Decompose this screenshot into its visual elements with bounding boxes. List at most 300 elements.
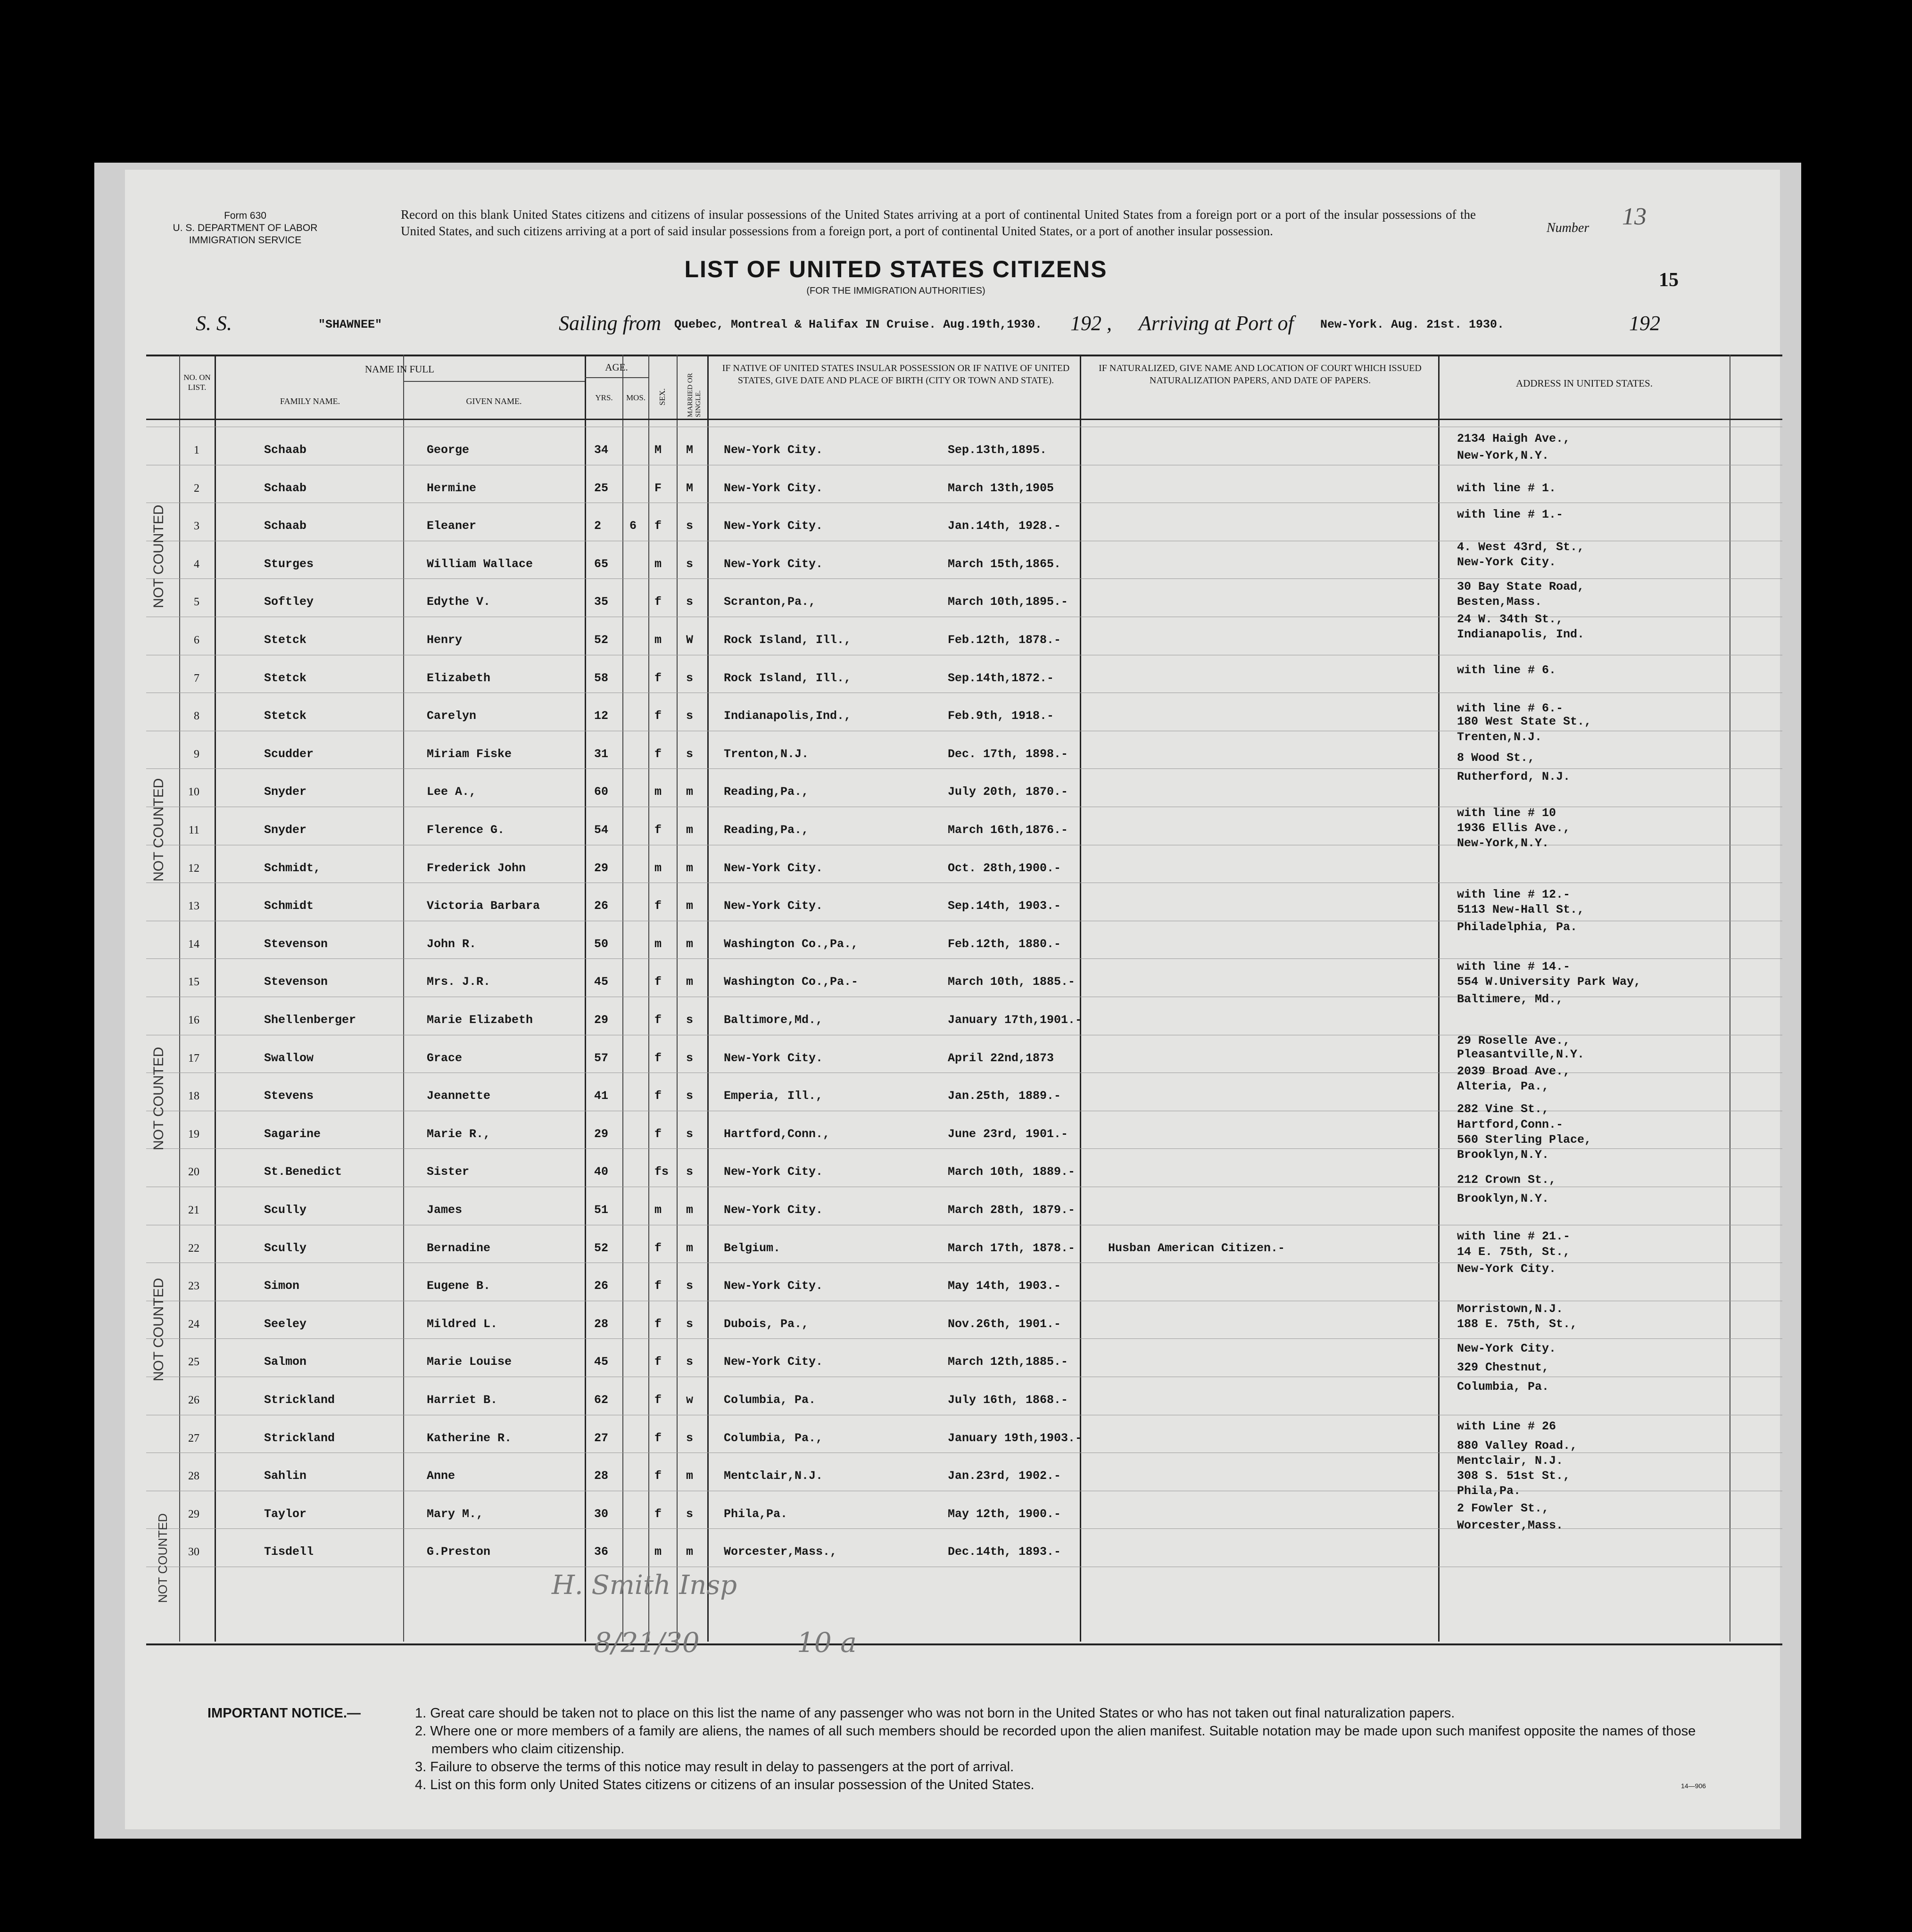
age-years: 65	[594, 557, 609, 571]
rule	[403, 355, 404, 1642]
age-years: 28	[594, 1469, 609, 1483]
family-name: Snyder	[264, 785, 307, 799]
given-name: Katherine R.	[427, 1431, 512, 1445]
rule	[707, 355, 709, 1642]
sex: f	[654, 975, 662, 989]
birth-place: Phila,Pa.	[724, 1507, 788, 1521]
sex: m	[654, 785, 662, 799]
sex: f	[654, 899, 662, 913]
age-years: 26	[594, 899, 609, 913]
given-name: Flerence G.	[427, 823, 505, 837]
given-name: G.Preston	[427, 1545, 491, 1559]
age-years: 51	[594, 1203, 609, 1217]
marital-status: s	[686, 671, 694, 685]
address-line: New-York City.	[1457, 1342, 1556, 1356]
age-years: 2	[594, 519, 602, 533]
birth-place: New-York City.	[724, 1355, 823, 1369]
row-number: 14	[188, 938, 199, 950]
given-name: Bernadine	[427, 1241, 491, 1255]
marital-status: s	[686, 557, 694, 571]
col-family-name: FAMILY NAME.	[280, 396, 340, 406]
birth-place: New-York City.	[724, 443, 823, 457]
age-years: 35	[594, 595, 609, 609]
address-line: Besten,Mass.	[1457, 595, 1542, 609]
given-name: Marie Louise	[427, 1355, 512, 1369]
address-line: 880 Valley Road.,	[1457, 1438, 1578, 1453]
birth-date: Jan.25th, 1889.-	[948, 1089, 1061, 1103]
row-number: 23	[188, 1280, 199, 1293]
row-number: 10	[188, 786, 199, 799]
rule	[585, 377, 648, 378]
address-line: with line # 6.	[1457, 663, 1556, 677]
sex: f	[654, 1355, 662, 1369]
address-line: Philadelphia, Pa.	[1457, 920, 1578, 934]
given-name: Eleaner	[427, 519, 477, 533]
col-name-in-full: NAME IN FULL	[365, 363, 434, 375]
birth-place: Rock Island, Ill.,	[724, 671, 852, 685]
form-code: 14—906	[1681, 1782, 1706, 1790]
given-name: Jeannette	[427, 1089, 491, 1103]
family-name: Stetck	[264, 633, 307, 647]
address-line: New-York,N.Y.	[1457, 836, 1549, 850]
family-name: Sturges	[264, 557, 314, 571]
given-name: Carelyn	[427, 709, 477, 723]
address-line: New-York City.	[1457, 555, 1556, 569]
family-name: Scully	[264, 1241, 307, 1255]
given-name: Mrs. J.R.	[427, 975, 491, 989]
sex: f	[654, 1279, 662, 1293]
rule	[585, 355, 586, 1642]
row-rule	[146, 1338, 1782, 1339]
address-line: with line # 21.-	[1457, 1230, 1571, 1244]
row-number: 11	[188, 824, 199, 836]
birth-place: New-York City.	[724, 861, 823, 875]
birth-place: Reading,Pa.,	[724, 785, 809, 799]
birth-date: Dec. 17th, 1898.-	[948, 747, 1068, 761]
sex: f	[654, 1013, 662, 1027]
year-suffix-2: 192	[1629, 312, 1660, 335]
age-years: 52	[594, 633, 609, 647]
sex: f	[654, 1127, 662, 1141]
row-number: 29	[188, 1508, 199, 1520]
given-name: Frederick John	[427, 861, 526, 875]
address-line: New-York City.	[1457, 1262, 1556, 1276]
sex: f	[654, 709, 662, 723]
address-line: 29 Roselle Ave.,	[1457, 1034, 1571, 1048]
family-name: Strickland	[264, 1393, 335, 1407]
number-label: Number	[1547, 221, 1589, 235]
page-number: 15	[1659, 269, 1679, 291]
birth-date: Sep.13th,1895.	[948, 443, 1047, 457]
notice-item: 2. Where one or more members of a family are aliens, the names of all such members should be recorded upon the alien manifest. Suitable notation may be made upon such manifest opposite the names of those members who claim citizenship.	[415, 1724, 1696, 1757]
birth-place: Mentclair,N.J.	[724, 1469, 823, 1483]
sex: m	[654, 861, 662, 875]
age-years: 45	[594, 1355, 609, 1369]
family-name: Taylor	[264, 1507, 307, 1521]
birth-date: March 10th, 1889.-	[948, 1165, 1076, 1179]
birth-place: Scranton,Pa.,	[724, 595, 816, 609]
address-line: 1936 Ellis Ave.,	[1457, 821, 1571, 835]
address-line: 2134 Haigh Ave.,	[1457, 431, 1571, 446]
age-years: 62	[594, 1393, 609, 1407]
given-name: Mildred L.	[427, 1317, 498, 1331]
birth-place: New-York City.	[724, 557, 823, 571]
given-name: Miriam Fiske	[427, 747, 512, 761]
birth-date: March 10th, 1885.-	[948, 975, 1076, 989]
address-line: with line # 12.-	[1457, 888, 1571, 902]
marital-status: s	[686, 1127, 694, 1141]
given-name: Sister	[427, 1165, 470, 1179]
row-number: 19	[188, 1128, 199, 1140]
col-birth: IF NATIVE OF UNITED STATES INSULAR POSSESSION OR IF NATIVE OF UNITED STATES, GIVE DATE AND PLACE OF BIRTH (CITY OR TOWN AND STATE).	[722, 363, 1070, 386]
birth-date: March 16th,1876.-	[948, 823, 1068, 837]
family-name: Scudder	[264, 747, 314, 761]
not-counted-stamp: NOT COUNTED	[151, 1047, 166, 1150]
birth-place: New-York City.	[724, 899, 823, 913]
birth-date: January 19th,1903.-	[948, 1431, 1083, 1445]
family-name: Snyder	[264, 823, 307, 837]
not-counted-stamp: NOT COUNTED	[151, 504, 166, 608]
page-subtitle: (FOR THE IMMIGRATION AUTHORITIES)	[806, 286, 985, 296]
given-name: Victoria Barbara	[427, 899, 540, 913]
marital-status: m	[686, 899, 694, 913]
age-years: 58	[594, 671, 609, 685]
row-number: 27	[188, 1432, 199, 1445]
marital-status: s	[686, 1279, 694, 1293]
address-line: Worcester,Mass.	[1457, 1518, 1564, 1532]
birth-place: Trenton,N.J.	[724, 747, 809, 761]
row-number: 17	[188, 1052, 199, 1065]
marital-status: s	[686, 1355, 694, 1369]
address-line: with line # 1.-	[1457, 508, 1564, 522]
sex: f	[654, 1469, 662, 1483]
marital-status: s	[686, 1507, 694, 1521]
age-years: 57	[594, 1051, 609, 1065]
family-name: Salmon	[264, 1355, 307, 1369]
number-value: 13	[1622, 203, 1647, 230]
family-name: Seeley	[264, 1317, 307, 1331]
row-number: 16	[188, 1014, 199, 1026]
row-number: 12	[188, 862, 199, 875]
given-name: Marie Elizabeth	[427, 1013, 533, 1027]
rule	[622, 355, 623, 1642]
address-line: with line # 14.-	[1457, 960, 1571, 974]
sex: f	[654, 747, 662, 761]
col-married-single: MARRIED OR SINGLE.	[687, 373, 702, 417]
address-line: 329 Chestnut,	[1457, 1361, 1549, 1375]
given-name: Edythe V.	[427, 595, 491, 609]
col-naturalized: IF NATURALIZED, GIVE NAME AND LOCATION OF COURT WHICH ISSUED NATURALIZATION PAPERS, AND DATE OF PAPERS.	[1099, 363, 1422, 386]
address-line: 180 West State St.,	[1457, 715, 1592, 729]
address-line: with line # 1.	[1457, 481, 1556, 495]
sex: m	[654, 1545, 662, 1559]
age-years: 29	[594, 1013, 609, 1027]
address-line: 30 Bay State Road,	[1457, 580, 1585, 594]
given-name: Elizabeth	[427, 671, 491, 685]
family-name: Softley	[264, 595, 314, 609]
notice-item: 1. Great care should be taken not to place on this list the name of any passenger who was not born in the United States or who has not taken out final naturalization papers.	[415, 1706, 1455, 1721]
address-line: Rutherford, N.J.	[1457, 770, 1571, 784]
col-mos: MOS.	[626, 393, 646, 402]
marital-status: W	[686, 633, 694, 647]
sex: f	[654, 823, 662, 837]
department: U. S. DEPARTMENT OF LABOR	[173, 223, 318, 233]
birth-date: Sep.14th,1872.-	[948, 671, 1054, 685]
family-name: Stevenson	[264, 975, 328, 989]
row-number: 7	[194, 672, 199, 685]
birth-place: Rock Island, Ill.,	[724, 633, 852, 647]
age-years: 31	[594, 747, 609, 761]
address-line: 8 Wood St.,	[1457, 751, 1535, 765]
arriving-at: New-York. Aug. 21st. 1930.	[1320, 318, 1505, 331]
row-number: 21	[188, 1204, 199, 1216]
address-line: 5113 New-Hall St.,	[1457, 903, 1585, 917]
birth-date: Feb.12th, 1880.-	[948, 937, 1061, 951]
age-years: 28	[594, 1317, 609, 1331]
birth-date: May 14th, 1903.-	[948, 1279, 1061, 1293]
given-name: William Wallace	[427, 557, 533, 571]
naturalization: Husban American Citizen.-	[1108, 1241, 1285, 1255]
birth-place: Columbia, Pa.,	[724, 1431, 823, 1445]
sex: m	[654, 557, 662, 571]
family-name: Schmidt,	[264, 861, 321, 875]
given-name: Henry	[427, 633, 463, 647]
age-years: 40	[594, 1165, 609, 1179]
row-number: 8	[194, 710, 199, 723]
given-name: Harriet B.	[427, 1393, 498, 1407]
marital-status: m	[686, 823, 694, 837]
header-instructions: Record on this blank United States citizens and citizens of insular possessions of the United States arriving at a port of continental United States from a foreign port or a port of the insular possessions of the United States, and such citizens arriving at a port of said insular possessions from a foreign port, a port of continental United States, or a port of another insular possession.	[401, 207, 1476, 238]
birth-date: Jan.23rd, 1902.-	[948, 1469, 1061, 1483]
year-suffix-1: 192 ,	[1070, 312, 1112, 335]
birth-date: Oct. 28th,1900.-	[948, 861, 1061, 875]
marital-status: s	[686, 747, 694, 761]
rule	[648, 355, 649, 1642]
age-years: 27	[594, 1431, 609, 1445]
sex: f	[654, 1431, 662, 1445]
address-line: 308 S. 51st St.,	[1457, 1469, 1571, 1483]
date-stamp: 8/21/30	[594, 1627, 700, 1659]
address-line: Alteria, Pa.,	[1457, 1080, 1549, 1094]
birth-place: Washington Co.,Pa.,	[724, 937, 859, 951]
birth-date: Feb.12th, 1878.-	[948, 633, 1061, 647]
birth-date: June 23rd, 1901.-	[948, 1127, 1068, 1141]
birth-date: Jan.14th, 1928.-	[948, 519, 1061, 533]
page-title: LIST OF UNITED STATES CITIZENS	[684, 256, 1108, 282]
sex: f	[654, 519, 662, 533]
row-number: 2	[194, 482, 199, 495]
marital-status: s	[686, 595, 694, 609]
row-number: 18	[188, 1090, 199, 1103]
age-years: 26	[594, 1279, 609, 1293]
rule	[1080, 355, 1081, 1642]
age-years: 25	[594, 481, 609, 495]
birth-place: Worcester,Mass.,	[724, 1545, 837, 1559]
address-line: 282 Vine St.,	[1457, 1102, 1549, 1116]
not-counted-stamp: NOT COUNTED	[156, 1513, 170, 1603]
marital-status: m	[686, 1241, 694, 1255]
birth-place: New-York City.	[724, 1051, 823, 1065]
birth-date: March 12th,1885.-	[948, 1355, 1068, 1369]
marital-status: m	[686, 937, 694, 951]
birth-place: Baltimore,Md.,	[724, 1013, 823, 1027]
birth-place: Columbia, Pa.	[724, 1393, 816, 1407]
age-years: 52	[594, 1241, 609, 1255]
row-number: 3	[194, 520, 199, 533]
age-years: 12	[594, 709, 609, 723]
time-stamp: 10 a	[797, 1627, 857, 1659]
address-line: 4. West 43rd, St.,	[1457, 540, 1585, 554]
age-years: 41	[594, 1089, 609, 1103]
address-line: with line # 6.-	[1457, 702, 1564, 716]
row-number: 1	[194, 444, 199, 456]
address-line: 2039 Broad Ave.,	[1457, 1064, 1571, 1078]
row-number: 20	[188, 1166, 199, 1179]
col-no-on-list: NO. ON LIST.	[183, 373, 211, 392]
rule	[215, 355, 216, 1642]
col-given-name: GIVEN NAME.	[466, 396, 522, 406]
age-years: 50	[594, 937, 609, 951]
age-years: 30	[594, 1507, 609, 1521]
family-name: Schaab	[264, 519, 307, 533]
row-rule	[146, 768, 1782, 769]
age-years: 36	[594, 1545, 609, 1559]
family-name: Schaab	[264, 443, 307, 457]
arriving-label: Arriving at Port of	[1139, 312, 1294, 335]
address-line: 554 W.University Park Way,	[1457, 975, 1641, 989]
notice-items	[415, 1704, 1749, 1794]
row-rule	[146, 578, 1782, 579]
row-number: 26	[188, 1394, 199, 1406]
form-number: Form 630	[224, 210, 266, 221]
row-number: 28	[188, 1470, 199, 1483]
row-number: 22	[188, 1242, 199, 1255]
family-name: Shellenberger	[264, 1013, 356, 1027]
marital-status: m	[686, 1203, 694, 1217]
family-name: Stevenson	[264, 937, 328, 951]
sex: f	[654, 1317, 662, 1331]
not-counted-stamp: NOT COUNTED	[151, 778, 166, 882]
row-number: 24	[188, 1318, 199, 1330]
marital-status: s	[686, 1317, 694, 1331]
given-name: Grace	[427, 1051, 463, 1065]
notice-item: 4. List on this form only United States citizens or citizens of an insular possession of the United States.	[415, 1777, 1035, 1792]
rule	[677, 355, 678, 1642]
birth-date: Dec.14th, 1893.-	[948, 1545, 1061, 1559]
address-line: Indianapolis, Ind.	[1457, 627, 1585, 641]
birth-date: Feb.9th, 1918.-	[948, 709, 1054, 723]
service: IMMIGRATION SERVICE	[189, 235, 302, 246]
marital-status: s	[686, 519, 694, 533]
sex: f	[654, 1393, 662, 1407]
address-line: 14 E. 75th, St.,	[1457, 1245, 1571, 1259]
given-name: Marie R.,	[427, 1127, 491, 1141]
birth-date: March 15th,1865.	[948, 557, 1061, 571]
sex: M	[654, 443, 662, 457]
address-line: Phila,Pa.	[1457, 1484, 1521, 1498]
birth-date: July 16th, 1868.-	[948, 1393, 1068, 1407]
rule	[1438, 355, 1440, 1642]
address-line: with line # 10	[1457, 806, 1556, 820]
birth-place: New-York City.	[724, 481, 823, 495]
family-name: Sagarine	[264, 1127, 321, 1141]
birth-place: New-York City.	[724, 1165, 823, 1179]
given-name: Eugene B.	[427, 1279, 491, 1293]
address-line: Trenten,N.J.	[1457, 730, 1542, 744]
age-years: 45	[594, 975, 609, 989]
address-line: Morristown,N.J.	[1457, 1302, 1564, 1316]
address-line: Pleasantville,N.Y.	[1457, 1047, 1585, 1061]
birth-date: January 17th,1901.-	[948, 1013, 1083, 1027]
marital-status: s	[686, 1165, 694, 1179]
birth-date: March 28th, 1879.-	[948, 1203, 1076, 1217]
row-number: 5	[194, 596, 199, 609]
sailing-from: Quebec, Montreal & Halifax IN Cruise. Aug.19th,1930.	[674, 318, 1043, 331]
given-name: John R.	[427, 937, 477, 951]
sex: m	[654, 633, 662, 647]
header-rule	[146, 419, 1782, 420]
age-years: 34	[594, 443, 609, 457]
age-years: 29	[594, 861, 609, 875]
birth-place: New-York City.	[724, 1203, 823, 1217]
birth-date: May 12th, 1900.-	[948, 1507, 1061, 1521]
ss-label: S. S.	[196, 312, 232, 335]
address-line: 212 Crown St.,	[1457, 1172, 1556, 1187]
age-years: 54	[594, 823, 609, 837]
family-name: Scully	[264, 1203, 307, 1217]
given-name: Anne	[427, 1469, 455, 1483]
birth-place: Belgium.	[724, 1241, 781, 1255]
age-years: 29	[594, 1127, 609, 1141]
marital-status: M	[686, 481, 694, 495]
marital-status: s	[686, 1013, 694, 1027]
sex: m	[654, 937, 662, 951]
birth-date: Nov.26th, 1901.-	[948, 1317, 1061, 1331]
address-line: Columbia, Pa.	[1457, 1379, 1549, 1394]
address-line: with Line # 26	[1457, 1420, 1556, 1434]
row-number: 9	[194, 748, 199, 760]
birth-place: Reading,Pa.,	[724, 823, 809, 837]
address-line: 560 Sterling Place,	[1457, 1132, 1592, 1147]
inspector-signature: H. Smith Insp	[552, 1570, 737, 1601]
birth-place: Washington Co.,Pa.-	[724, 975, 859, 989]
marital-status: s	[686, 709, 694, 723]
birth-date: March 13th,1905	[948, 481, 1054, 495]
marital-status: s	[686, 1051, 694, 1065]
address-line: Brooklyn,N.Y.	[1457, 1191, 1549, 1205]
birth-date: March 17th, 1878.-	[948, 1241, 1076, 1255]
marital-status: m	[686, 1469, 694, 1483]
row-rule	[146, 958, 1782, 959]
address-line: 24 W. 34th St.,	[1457, 612, 1564, 626]
row-number: 4	[194, 558, 199, 570]
rule	[403, 381, 585, 382]
marital-status: s	[686, 1431, 694, 1445]
sex: f	[654, 1051, 662, 1065]
address-line: Mentclair, N.J.	[1457, 1453, 1564, 1468]
sex: F	[654, 481, 662, 495]
address-line: Baltimere, Md.,	[1457, 992, 1564, 1006]
row-number: 15	[188, 976, 199, 989]
family-name: Swallow	[264, 1051, 314, 1065]
birth-date: July 20th, 1870.-	[948, 785, 1068, 799]
family-name: St.Benedict	[264, 1165, 342, 1179]
marital-status: w	[686, 1393, 694, 1407]
marital-status: m	[686, 785, 694, 799]
voyage-line	[196, 311, 1672, 339]
birth-date: April 22nd,1873	[948, 1051, 1054, 1065]
birth-date: March 10th,1895.-	[948, 595, 1068, 609]
